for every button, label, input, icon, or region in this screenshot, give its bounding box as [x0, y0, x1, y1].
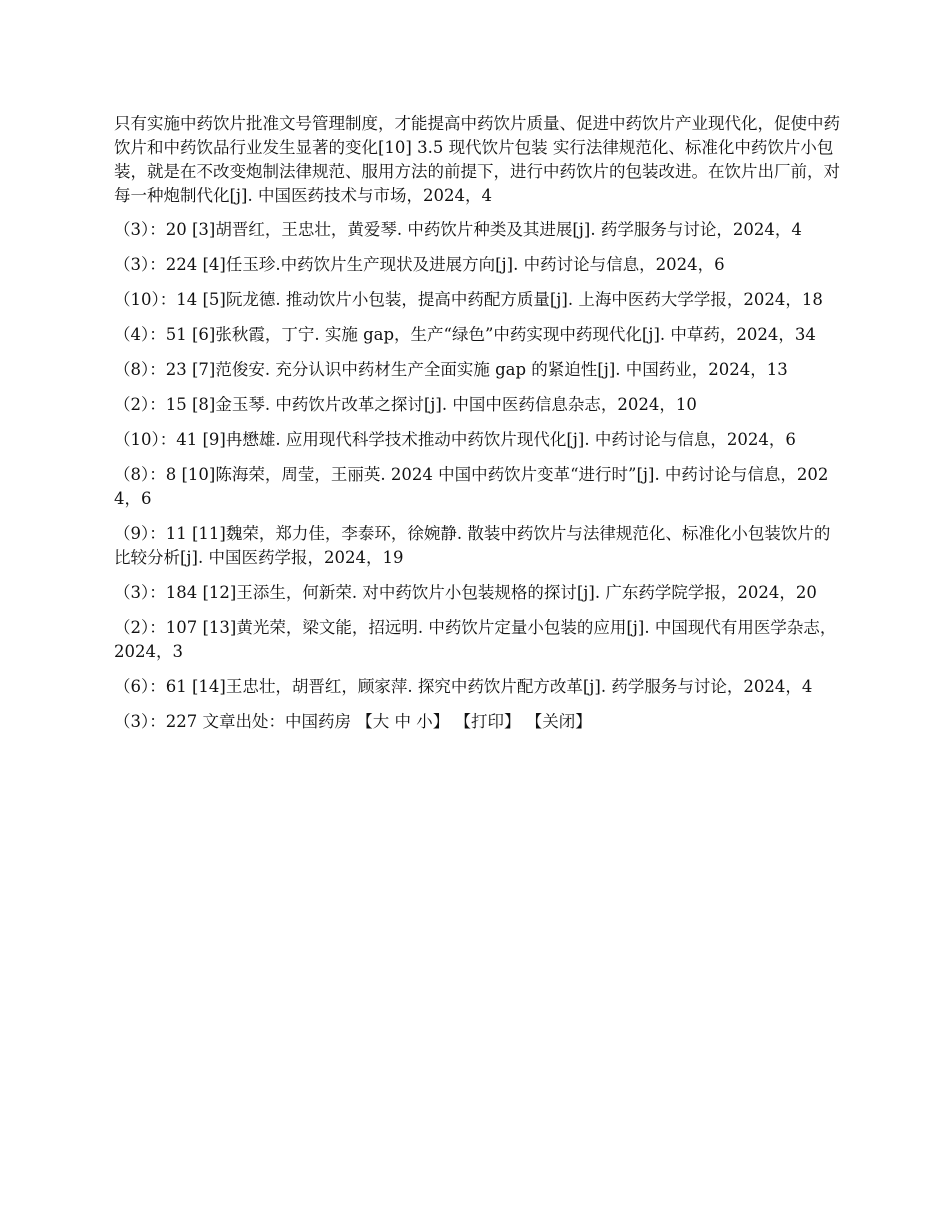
reference-item: （9）：11 [11]魏荣，郑力佳，李泰环，徐婉静. 散装中药饮片与法律规范化、标准化小包装饮片的比较分析[j]. 中国医药学报，2024，19 [114, 524, 831, 567]
reference-item: （8）：8 [10]陈海荣，周莹，王丽英. 2024 中国中药饮片变革“进行时”[j]. 中药讨论与信息，2024，6 [114, 465, 829, 508]
reference-item: （2）：15 [8]金玉琴. 中药饮片改革之探讨[j]. 中国中医药信息杂志，2024，10 [114, 395, 697, 414]
reference-item: （3）：224 [4]任玉珍.中药饮片生产现状及进展方向[j]. 中药讨论与信息，2024，6 [114, 255, 725, 274]
print-link[interactable]: 【打印】 [454, 712, 521, 731]
reference-item: （3）：20 [3]胡晋红，王忠壮，黄爱琴. 中药饮片种类及其进展[j]. 药学服务与讨论，2024，4 [114, 220, 802, 239]
reference-item: （8）：23 [7]范俊安. 充分认识中药材生产全面实施 gap 的紧迫性[j]. 中国药业，2024，13 [114, 360, 788, 379]
article-footer [114, 710, 842, 734]
reference-item: （10）：14 [5]阮龙德. 推动饮片小包装，提高中药配方质量[j]. 上海中医药大学学报，2024，18 [114, 290, 823, 309]
source-text: （3）：227 文章出处：中国药房 [114, 712, 357, 731]
reference-item: （6）：61 [14]王忠壮，胡晋红，顾家萍. 探究中药饮片配方改革[j]. 药学服务与讨论，2024，4 [114, 677, 813, 696]
reference-item: （4）：51 [6]张秋霞，丁宁. 实施 gap，生产“绿色”中药实现中药现代化[j]. 中草药，2024，34 [114, 325, 816, 344]
article-body [114, 112, 842, 734]
intro-paragraph: 只有实施中药饮片批准文号管理制度，才能提高中药饮片质量、促进中药饮片产业现代化，促使中药饮片和中药饮品行业发生显著的变化[10] 3.5 现代饮片包装 实行法律规范化、标准化中药饮片小包装，就是在不改变炮制法律规范、服用方法的前提下，进行中药饮片的包装改进。在饮片出厂前，对每一种炮制代化[j]. 中国医药技术与市场，2024，4 [114, 114, 840, 205]
reference-item: （2）：107 [13]黄光荣，梁文能，招远明. 中药饮片定量小包装的应用[j]. 中国现代有用医学杂志， 2024，3 [114, 618, 837, 661]
font-size-control[interactable]: 【大 中 小】 [356, 712, 450, 731]
close-link[interactable]: 【关闭】 [525, 712, 592, 731]
reference-item: （3）：184 [12]王添生，何新荣. 对中药饮片小包装规格的探讨[j]. 广东药学院学报，2024，20 [114, 583, 817, 602]
reference-item: （10）：41 [9]冉懋雄. 应用现代科学技术推动中药饮片现代化[j]. 中药讨论与信息，2024，6 [114, 430, 796, 449]
